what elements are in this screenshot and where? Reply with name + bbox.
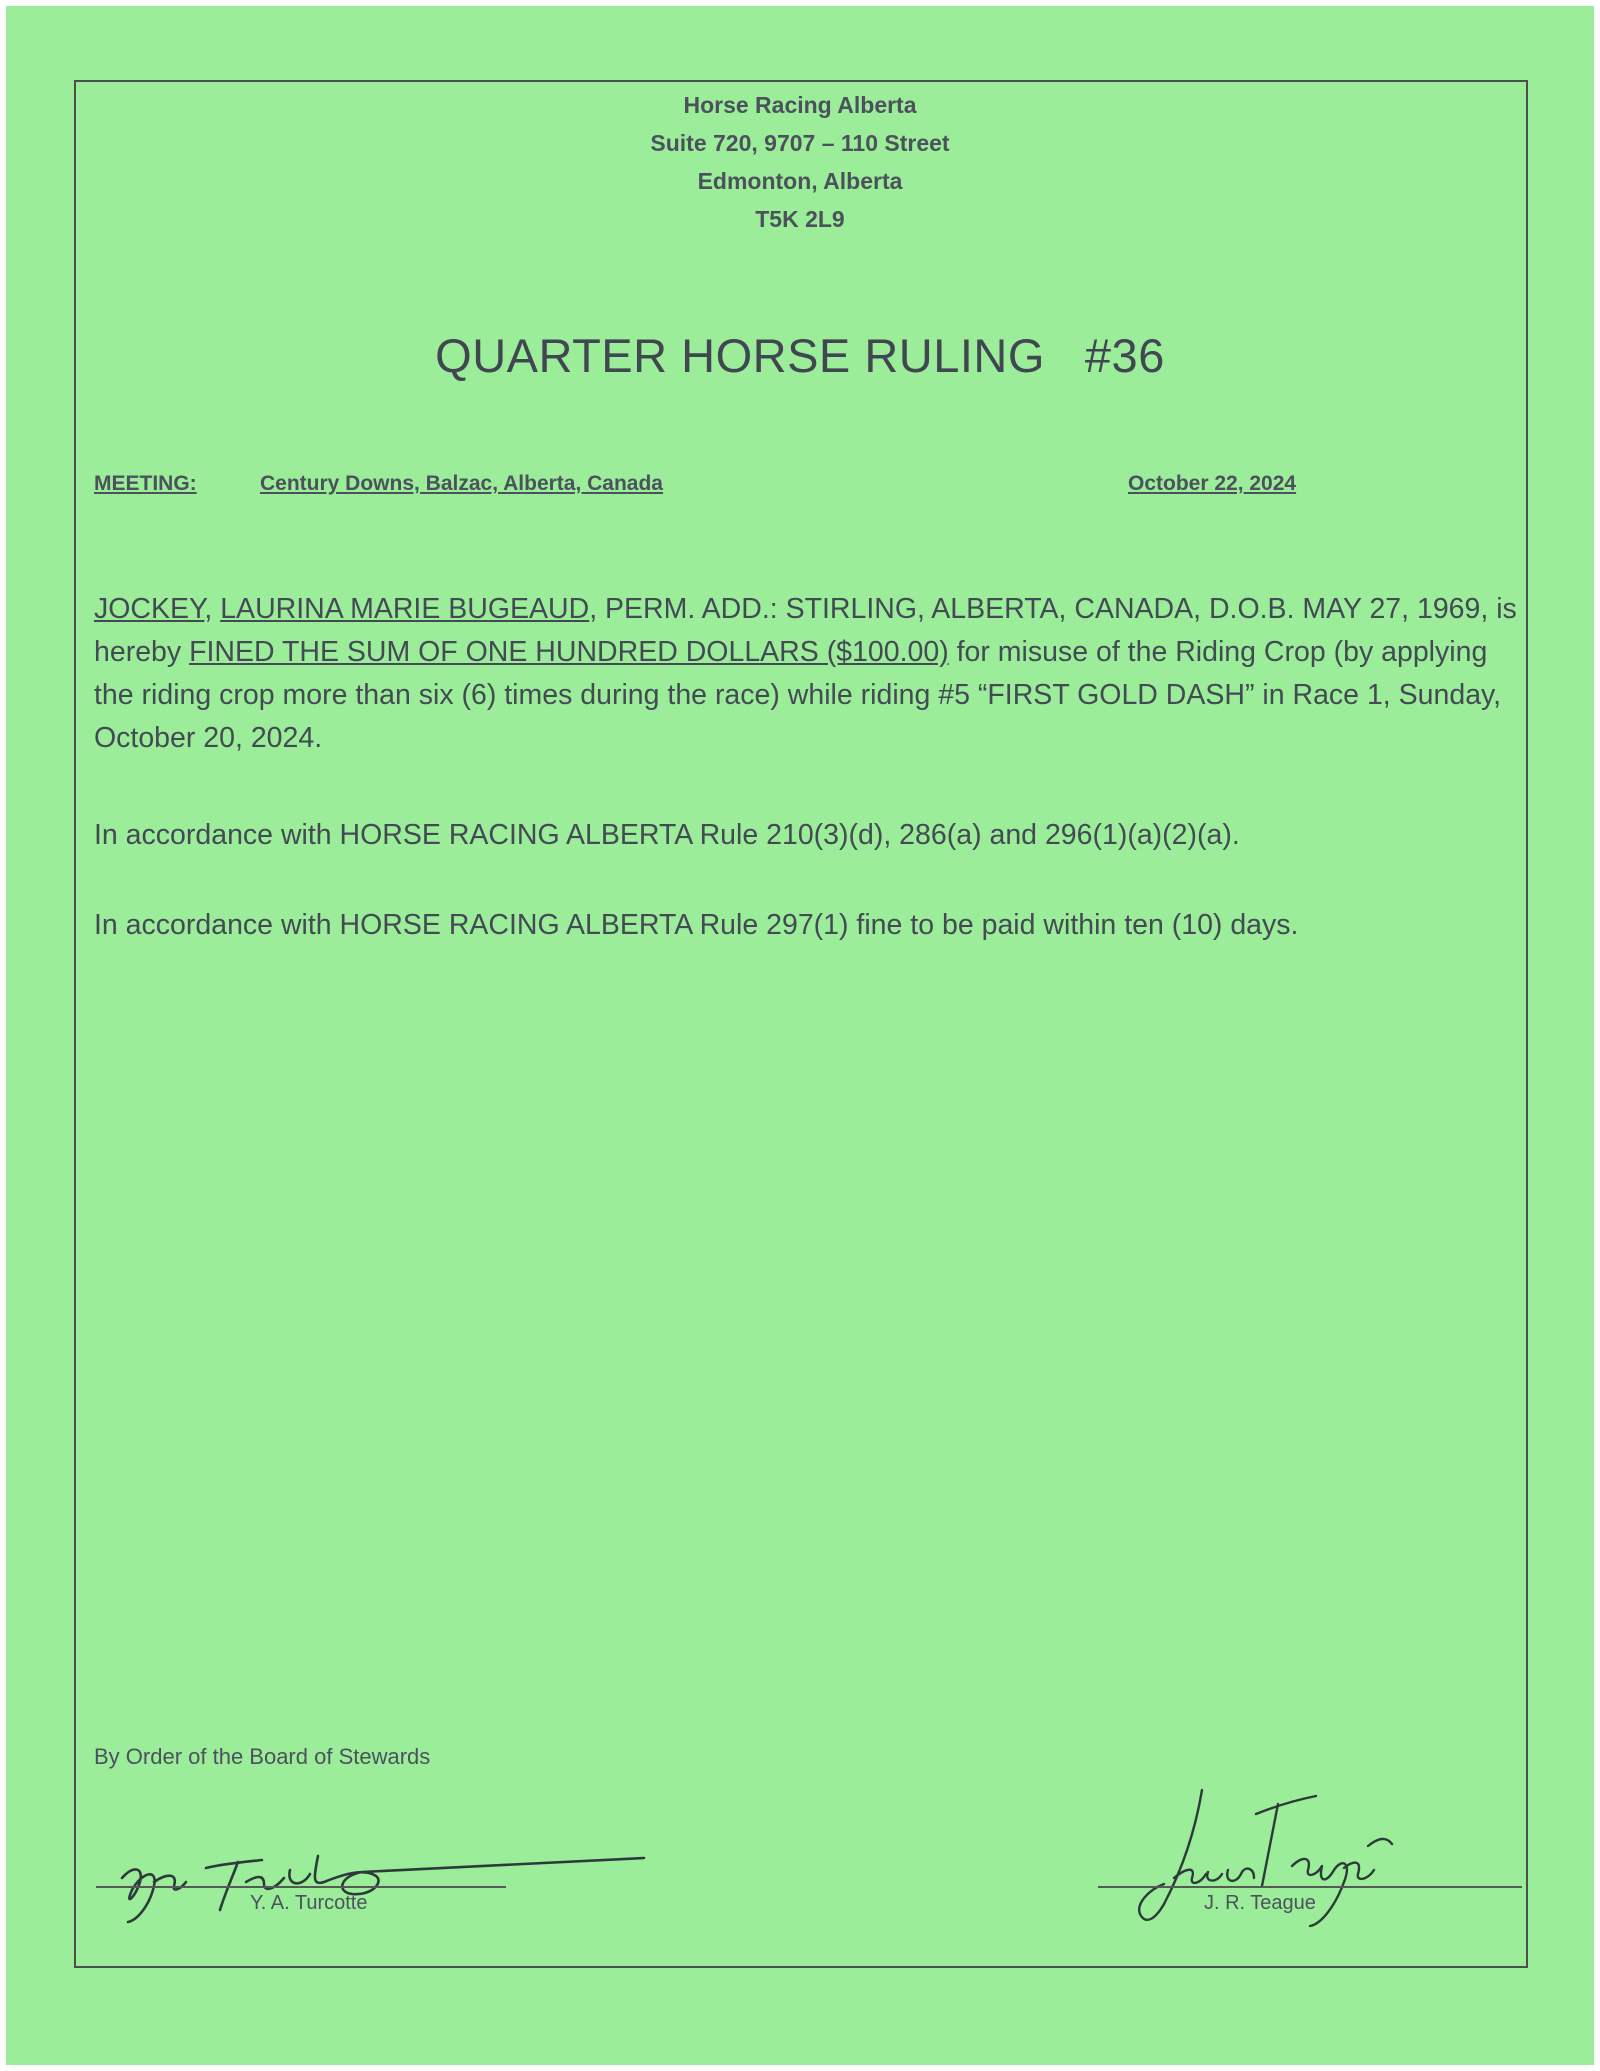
ruling-page bbox=[6, 6, 1594, 2065]
payment-terms-paragraph: In accordance with HORSE RACING ALBERTA Rule 297(1) fine to be paid within ten (10) days. bbox=[94, 909, 1299, 941]
ruling-number: #36 bbox=[1084, 329, 1165, 382]
fine-amount: FINED THE SUM OF ONE HUNDRED DOLLARS ($100.00) bbox=[189, 636, 949, 668]
meeting-date: October 22, 2024 bbox=[1128, 472, 1297, 495]
steward-name-left: Y. A. Turcotte bbox=[250, 1892, 368, 1914]
signature-line-right bbox=[1098, 1886, 1522, 1888]
signature-turcotte bbox=[114, 1816, 654, 1926]
letterhead bbox=[6, 86, 1594, 238]
ruling-title bbox=[6, 328, 1594, 383]
meeting-label: MEETING: bbox=[94, 472, 197, 495]
ruling-details-b: for misuse of the Riding Crop (by applying the riding crop more than six (6) times during the race) while riding #5 “FIRST GOLD DASH” in Race 1, Sunday, October 20, 2024. bbox=[94, 636, 1502, 754]
ruling-title-text: QUARTER HORSE RULING bbox=[435, 329, 1045, 382]
address-line-1: Suite 720, 9707 – 110 Street bbox=[650, 130, 950, 156]
org-name: Horse Racing Alberta bbox=[683, 92, 917, 118]
address-line-2: Edmonton, Alberta bbox=[697, 168, 903, 194]
meeting-venue: Century Downs, Balzac, Alberta, Canada bbox=[260, 472, 663, 495]
postal-code: T5K 2L9 bbox=[755, 206, 845, 232]
rule-reference-paragraph: In accordance with HORSE RACING ALBERTA Rule 210(3)(d), 286(a) and 296(1)(a)(2)(a). bbox=[94, 819, 1240, 851]
ruling-details-a: , PERM. ADD.: STIRLING, ALBERTA, CANADA, D.O.B. MAY 27, 1969, is hereby bbox=[94, 593, 1517, 668]
ruling-paragraph: JOCKEY, LAURINA MARIE BUGEAUD, PERM. ADD.: STIRLING, ALBERTA, CANADA, D.O.B. MAY 27, 1969, is hereby FINED THE SUM OF ONE HUNDRED DOLLARS ($100.00) for misuse of the Riding Crop (by applying the riding crop more than six (6) times during the race) while riding #5 “FIRST GOLD DASH” in Race 1, Sunday, October 20, 2024. bbox=[94, 593, 1517, 754]
order-statement: By Order of the Board of Stewards bbox=[94, 1744, 431, 1769]
steward-name-right: J. R. Teague bbox=[1204, 1892, 1316, 1914]
jockey-name: LAURINA MARIE BUGEAUD bbox=[220, 593, 590, 625]
signature-line-left bbox=[96, 1886, 506, 1888]
ruling-role: JOCKEY bbox=[94, 593, 205, 625]
